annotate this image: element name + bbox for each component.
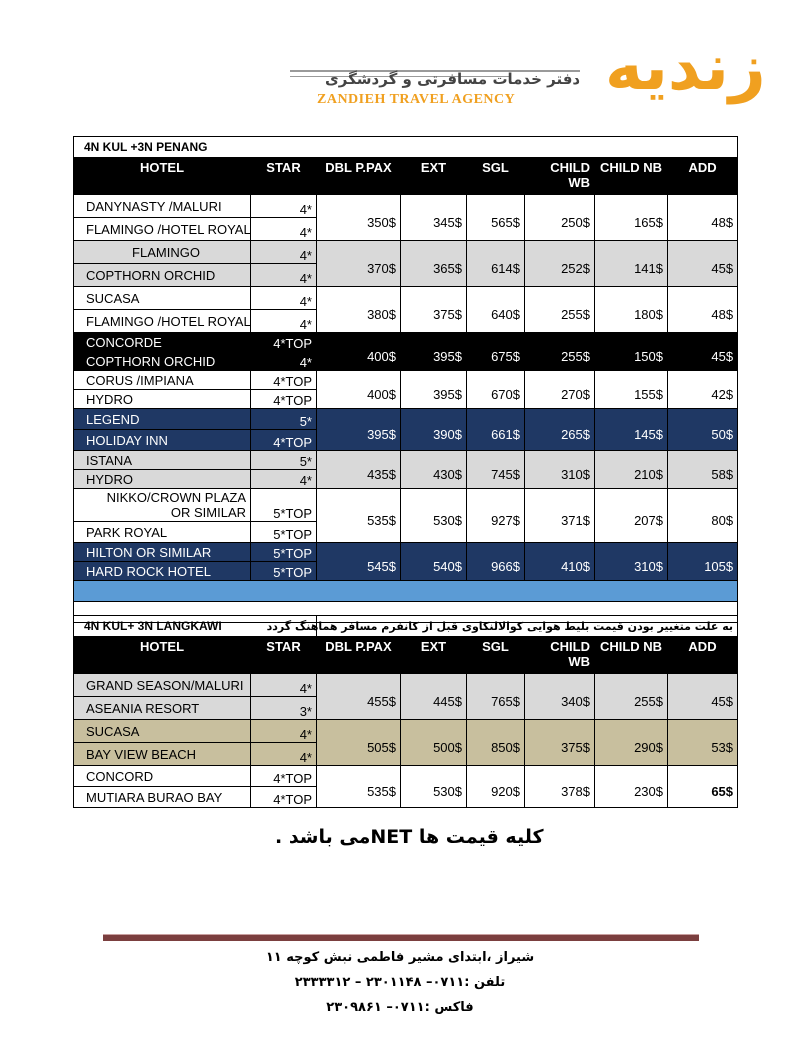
price-cell: 745$ [467,451,525,489]
table-row [74,543,738,562]
table-row [74,451,738,470]
column-header: CHILD WB [525,158,595,195]
price-cell: 340$ [525,674,595,720]
star-rating-cell: 4* [251,287,317,310]
price-cell: 540$ [401,543,467,581]
hotel-name-cell: BAY VIEW BEACH [74,743,251,766]
price-cell: 535$ [317,489,401,543]
column-header: EXT [401,637,467,674]
price-cell: 375$ [401,287,467,333]
price-cell: 180$ [595,287,668,333]
column-header: STAR [251,637,317,674]
price-cell: 371$ [525,489,595,543]
star-rating-cell: 4* [251,743,317,766]
price-cell: 265$ [525,409,595,451]
hotel-name-cell: NIKKO/CROWN PLAZA OR SIMILAR [74,489,251,522]
star-rating-cell: 5* [251,451,317,470]
column-header: STAR [251,158,317,195]
price-cell: 365$ [401,241,467,287]
price-cell: 48$ [668,195,738,241]
price-cell: 530$ [401,489,467,543]
price-cell: 141$ [595,241,668,287]
price-cell: 378$ [525,766,595,808]
footer-address: شیراز ،ابتدای مشیر فاطمی نبش کوچه ۱۱ [265,950,535,965]
hotel-name-cell: LEGEND [74,409,251,430]
star-rating-cell: 5*TOP [251,562,317,581]
star-rating-cell: 4* [251,674,317,697]
price-cell: 45$ [668,674,738,720]
table-row [74,489,738,522]
price-cell: 255$ [525,333,595,371]
column-header: CHILD WB [525,637,595,674]
hotel-name-cell: ASEANIA RESORT [74,697,251,720]
hotel-name-cell: SUCASA [74,287,251,310]
column-header: CHILD NB [595,158,668,195]
star-rating-cell: 4*TOP [251,390,317,409]
table-title-row [74,137,738,158]
price-cell: 395$ [401,333,467,371]
star-rating-cell: 4* [251,470,317,489]
star-rating-cell: 4*TOP [251,766,317,787]
star-rating-cell: 5*TOP [251,522,317,543]
hotel-name-cell: HYDRO [74,390,251,409]
hotel-name-cell: HYDRO [74,470,251,489]
price-cell: 255$ [595,674,668,720]
column-header: HOTEL [74,637,251,674]
price-cell: 370$ [317,241,401,287]
hotel-name-cell: CORUS /IMPIANA [74,371,251,390]
price-cell: 545$ [317,543,401,581]
price-cell: 395$ [401,371,467,409]
table-row [74,371,738,390]
star-rating-cell: 5*TOP [251,543,317,562]
price-cell: 390$ [401,409,467,451]
star-rating-cell: 4* [251,720,317,743]
price-change-note: به علت متغییر بودن قیمت بلیط هوایی کوالالنکاوی قبل از کانفرم مسافر هماهنگ گردد [317,616,738,637]
table-title: 4N KUL+ 3N LANGKAWI [74,616,317,637]
langkawi-price-table [73,615,738,808]
agency-english-name: ZANDIEH TRAVEL AGENCY [317,92,516,107]
price-cell: 400$ [317,333,401,371]
price-cell: 270$ [525,371,595,409]
column-header: ADD [668,637,738,674]
table-row [74,195,738,218]
star-rating-cell: 5*TOP [251,489,317,522]
star-rating-cell: 3* [251,697,317,720]
price-cell: 675$ [467,333,525,371]
price-cell: 42$ [668,371,738,409]
price-cell: 155$ [595,371,668,409]
hotel-name-cell: PARK ROYAL [74,522,251,543]
column-header: SGL [467,158,525,195]
price-cell: 395$ [317,409,401,451]
hotel-name-cell: FLAMINGO [74,241,251,264]
table-row [74,287,738,310]
hotel-name-cell: ISTANA [74,451,251,470]
price-cell: 150$ [595,333,668,371]
price-cell: 850$ [467,720,525,766]
price-cell: 535$ [317,766,401,808]
net-prices-note: کلیه قیمت ها NETمی باشد . [275,826,544,848]
header-row [74,637,738,674]
hotel-name-cell: FLAMINGO /HOTEL ROYAL [74,218,251,241]
table-row [74,720,738,743]
price-cell: 45$ [668,333,738,371]
table-row [74,766,738,787]
header-row [74,158,738,195]
star-rating-cell: 4* [251,264,317,287]
table-row [74,674,738,697]
price-cell: 505$ [317,720,401,766]
column-header: CHILD NB [595,637,668,674]
price-cell: 53$ [668,720,738,766]
price-cell: 640$ [467,287,525,333]
column-header: SGL [467,637,525,674]
agency-subtitle: دفتر خدمات مسافرتی و گردشگری [325,70,581,88]
hotel-name-cell: GRAND SEASON/MALURI [74,674,251,697]
price-cell: 290$ [595,720,668,766]
price-cell: 145$ [595,409,668,451]
logo-persian-name: زندیه [605,31,766,105]
price-cell: 670$ [467,371,525,409]
table-row [74,241,738,264]
star-rating-cell: 4*TOP [251,333,317,352]
column-header: HOTEL [74,158,251,195]
price-cell: 927$ [467,489,525,543]
footer-fax: فاکس :۰۷۱۱– ۲۳۰۹۸۶۱ [326,1000,474,1015]
hotel-name-cell: FLAMINGO /HOTEL ROYAL [74,310,251,333]
penang-price-table [73,136,738,623]
price-cell: 445$ [401,674,467,720]
column-header: ADD [668,158,738,195]
star-rating-cell: 4* [251,195,317,218]
star-rating-cell: 4* [251,241,317,264]
star-rating-cell: 4* [251,218,317,241]
star-rating-cell: 5* [251,409,317,430]
price-cell: 310$ [525,451,595,489]
column-header: EXT [401,158,467,195]
price-cell: 345$ [401,195,467,241]
price-cell: 58$ [668,451,738,489]
price-cell: 455$ [317,674,401,720]
star-rating-cell: 4*TOP [251,430,317,451]
price-cell: 350$ [317,195,401,241]
price-cell: 530$ [401,766,467,808]
price-cell: 165$ [595,195,668,241]
table-row [74,409,738,430]
blue-separator-bar [74,581,738,602]
price-cell: 500$ [401,720,467,766]
hotel-name-cell: COPTHORN ORCHID [74,264,251,287]
price-cell: 80$ [668,489,738,543]
hotel-name-cell: CONCORD [74,766,251,787]
hotel-name-cell: HOLIDAY INN [74,430,251,451]
price-cell: 310$ [595,543,668,581]
price-cell: 565$ [467,195,525,241]
hotel-name-cell: COPTHORN ORCHID [74,352,251,371]
star-rating-cell: 4*TOP [251,371,317,390]
hotel-name-cell: DANYNASTY /MALURI [74,195,251,218]
price-cell: 920$ [467,766,525,808]
table-title-row [74,616,738,637]
hotel-name-cell: SUCASA [74,720,251,743]
price-cell: 435$ [317,451,401,489]
price-cell: 207$ [595,489,668,543]
price-cell: 380$ [317,287,401,333]
hotel-name-cell: HILTON OR SIMILAR [74,543,251,562]
price-cell: 400$ [317,371,401,409]
table-title: 4N KUL +3N PENANG [74,137,738,158]
price-cell: 255$ [525,287,595,333]
hotel-name-cell: HARD ROCK HOTEL [74,562,251,581]
footer-divider [103,934,699,941]
price-cell: 661$ [467,409,525,451]
hotel-name-cell: CONCORDE [74,333,251,352]
price-cell: 105$ [668,543,738,581]
price-cell: 65$ [668,766,738,808]
price-cell: 966$ [467,543,525,581]
price-cell: 250$ [525,195,595,241]
table-row [74,333,738,352]
price-cell: 210$ [595,451,668,489]
price-cell: 48$ [668,287,738,333]
price-cell: 614$ [467,241,525,287]
star-rating-cell: 4* [251,310,317,333]
price-cell: 45$ [668,241,738,287]
price-cell: 430$ [401,451,467,489]
column-header: DBL P.PAX [317,637,401,674]
price-cell: 410$ [525,543,595,581]
price-cell: 765$ [467,674,525,720]
hotel-name-cell: MUTIARA BURAO BAY [74,787,251,808]
star-rating-cell: 4* [251,352,317,371]
star-rating-cell: 4*TOP [251,787,317,808]
column-header: DBL P.PAX [317,158,401,195]
price-cell: 50$ [668,409,738,451]
price-cell: 230$ [595,766,668,808]
agency-logo [285,30,766,120]
price-cell: 375$ [525,720,595,766]
price-cell: 252$ [525,241,595,287]
separator-row [74,581,738,602]
footer-phone: تلفن :۰۷۱۱– ۲۳۰۱۱۴۸ – ۲۳۳۳۳۱۲ [294,975,506,990]
